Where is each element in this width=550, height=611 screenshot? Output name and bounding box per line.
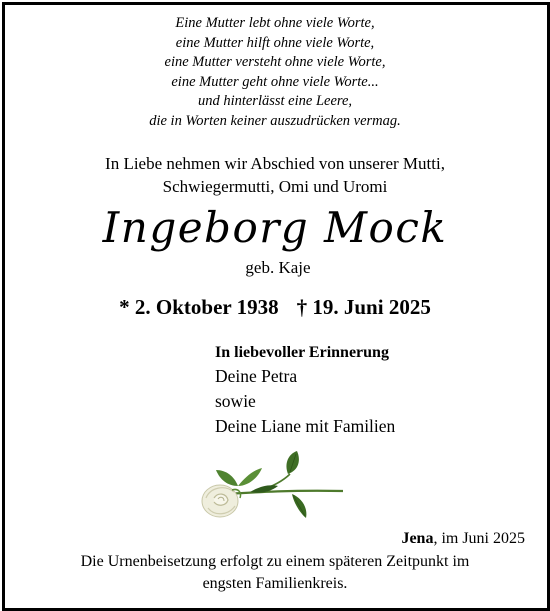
burial-notice bbox=[0, 551, 550, 595]
poem-line: eine Mutter geht ohne viele Worte... bbox=[171, 73, 379, 90]
mourner-line: Deine Liane mit Familien bbox=[215, 416, 396, 436]
intro-line: In Liebe nehmen wir Abschied von unserer Mutti, bbox=[105, 154, 445, 173]
notice-line: engsten Familienkreis. bbox=[202, 575, 348, 592]
death-date: † 19. Juni 2025 bbox=[296, 295, 431, 319]
life-dates bbox=[0, 290, 550, 324]
mourner-line: sowie bbox=[215, 391, 256, 411]
place-name: Jena bbox=[401, 530, 434, 547]
poem-line: eine Mutter hilft ohne viele Worte, bbox=[175, 34, 375, 51]
poem-line: die in Worten keiner auszudrücken vermag. bbox=[149, 112, 401, 129]
maiden-name: geb. Kaje bbox=[245, 258, 311, 277]
poem-line: eine Mutter versteht ohne viele Worte, bbox=[164, 54, 386, 71]
mourner-line: Deine Petra bbox=[215, 366, 298, 386]
poem-line: Eine Mutter lebt ohne viele Worte, bbox=[175, 15, 375, 31]
place-and-date bbox=[401, 528, 525, 550]
deceased-name: Ingeborg Mock bbox=[102, 203, 448, 252]
farewell-intro bbox=[0, 152, 550, 198]
birth-date: * 2. Oktober 1938 bbox=[119, 295, 279, 319]
notice-line: Die Urnenbeisetzung erfolgt zu einem späteren Zeitpunkt im bbox=[80, 553, 470, 570]
poem-line: und hinterlässt eine Leere, bbox=[197, 93, 353, 110]
poem bbox=[0, 14, 550, 132]
white-rose-icon bbox=[198, 446, 348, 531]
intro-line: Schwiegermutti, Omi und Uromi bbox=[162, 177, 388, 196]
date-text: , im Juni 2025 bbox=[433, 530, 525, 547]
mourners-heading: In liebevoller Erinnerung bbox=[215, 344, 389, 361]
mourners-block bbox=[215, 342, 535, 439]
